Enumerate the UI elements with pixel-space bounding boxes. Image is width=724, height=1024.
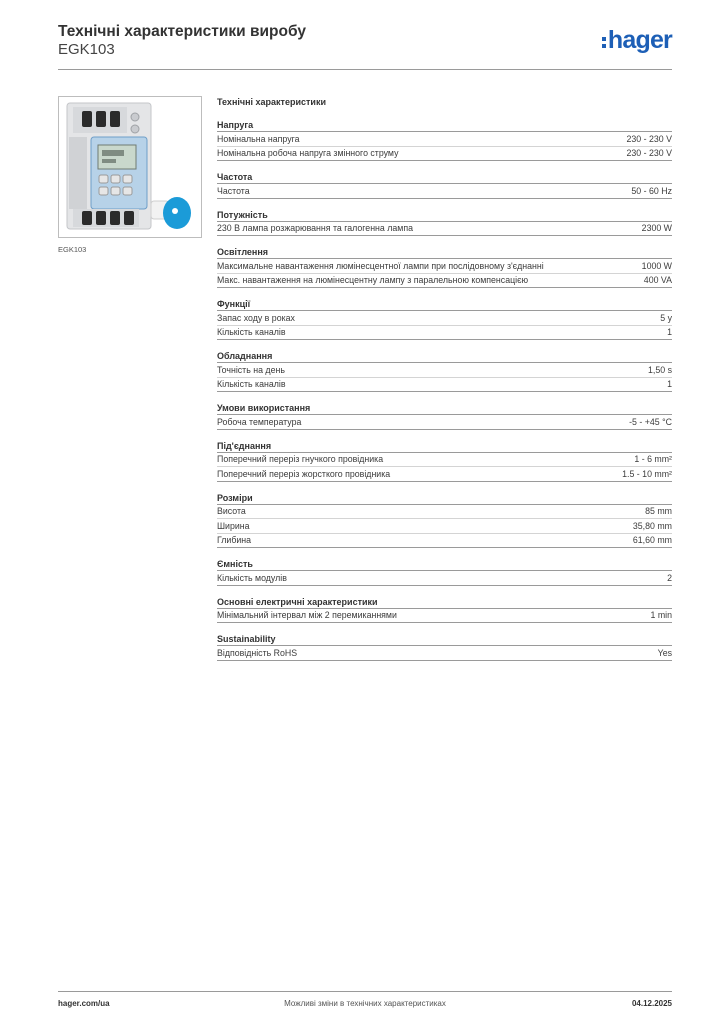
spec-value: 85 mm bbox=[645, 506, 672, 517]
spec-label: 230 В лампа розжарювання та галогенна лампа bbox=[217, 223, 413, 234]
spec-row bbox=[217, 453, 672, 468]
document-header bbox=[58, 20, 672, 70]
spec-row bbox=[217, 534, 672, 549]
spec-group bbox=[217, 246, 672, 288]
spec-row bbox=[217, 132, 672, 147]
spec-group-title: Sustainability bbox=[217, 633, 672, 646]
footer-date: 04.12.2025 bbox=[631, 999, 672, 1008]
spec-label: Номінальна напруга bbox=[217, 133, 300, 144]
spec-value: 400 VA bbox=[643, 275, 672, 286]
product-code-subtitle: EGK103 bbox=[58, 41, 115, 58]
product-image-frame bbox=[58, 96, 202, 238]
spec-row bbox=[217, 415, 672, 430]
spec-value: 1 - 6 mm² bbox=[634, 454, 672, 465]
timer-switch-device-image bbox=[59, 97, 201, 237]
spec-label: Запас ходу в роках bbox=[217, 312, 295, 323]
spec-group bbox=[217, 209, 672, 237]
spec-group bbox=[217, 298, 672, 340]
spec-group-title: Ємність bbox=[217, 558, 672, 571]
footer-disclaimer: Можливі зміни в технічних характеристиках bbox=[284, 999, 446, 1008]
specifications-heading: Технічні характеристики bbox=[217, 97, 326, 107]
spec-value: 2300 W bbox=[641, 223, 672, 234]
spec-value: 2 bbox=[667, 572, 672, 583]
spec-group bbox=[217, 402, 672, 430]
spec-label: Кількість каналів bbox=[217, 379, 286, 390]
spec-group-title: Освітлення bbox=[217, 246, 672, 259]
spec-label: Мінімальний інтервал між 2 перемиканнями bbox=[217, 610, 397, 621]
spec-group-title: Під'єднання bbox=[217, 440, 672, 453]
spec-row bbox=[217, 147, 672, 162]
footer-website-link[interactable]: hager.com/ua bbox=[58, 999, 110, 1008]
spec-label: Точність на день bbox=[217, 364, 285, 375]
spec-value: 1.5 - 10 mm² bbox=[622, 468, 672, 479]
spec-row bbox=[217, 505, 672, 520]
spec-value: 1,50 s bbox=[648, 364, 672, 375]
spec-row bbox=[217, 259, 672, 274]
spec-group-title: Потужність bbox=[217, 209, 672, 222]
spec-group-title: Функції bbox=[217, 298, 672, 311]
spec-label: Ширина bbox=[217, 520, 250, 531]
spec-row bbox=[217, 378, 672, 393]
spec-label: Поперечний переріз жорсткого провідника bbox=[217, 468, 391, 479]
spec-value: 61,60 mm bbox=[632, 535, 672, 546]
spec-value: 230 - 230 V bbox=[626, 148, 672, 159]
product-image-caption: EGK103 bbox=[58, 245, 87, 254]
spec-group-title: Основні електричні характеристики bbox=[217, 596, 672, 609]
spec-label: Робоча температура bbox=[217, 416, 302, 427]
spec-row bbox=[217, 519, 672, 534]
spec-value: 1000 W bbox=[641, 260, 672, 271]
spec-value: 1 bbox=[667, 379, 672, 390]
spec-row bbox=[217, 311, 672, 326]
spec-row bbox=[217, 363, 672, 378]
spec-value: 1 bbox=[667, 327, 672, 338]
logo-dots-icon bbox=[602, 37, 606, 48]
spec-row bbox=[217, 646, 672, 661]
spec-label: Частота bbox=[217, 185, 250, 196]
spec-label: Максимальне навантаження люмінесцентної лампи при послідовному з'єднанні bbox=[217, 260, 544, 271]
spec-group bbox=[217, 558, 672, 586]
spec-row bbox=[217, 274, 672, 289]
spec-label: Кількість каналів bbox=[217, 327, 286, 338]
hager-logo bbox=[602, 28, 672, 53]
spec-group-title: Напруга bbox=[217, 119, 672, 132]
spec-group bbox=[217, 350, 672, 392]
spec-group-title: Умови використання bbox=[217, 402, 672, 415]
spec-label: Кількість модулів bbox=[217, 572, 287, 583]
spec-label: Глибина bbox=[217, 535, 252, 546]
spec-label: Поперечний переріз гнучкого провідника bbox=[217, 454, 384, 465]
spec-group bbox=[217, 440, 672, 482]
spec-value: Yes bbox=[657, 647, 672, 658]
spec-value: 35,80 mm bbox=[632, 520, 672, 531]
spec-value: 230 - 230 V bbox=[626, 133, 672, 144]
spec-value: -5 - +45 °C bbox=[629, 416, 672, 427]
spec-row bbox=[217, 326, 672, 341]
spec-value: 50 - 60 Hz bbox=[631, 185, 672, 196]
spec-group bbox=[217, 171, 672, 199]
spec-row bbox=[217, 571, 672, 586]
spec-row bbox=[217, 467, 672, 482]
spec-label: Відповідність RoHS bbox=[217, 647, 298, 658]
logo-text: hager bbox=[607, 26, 672, 54]
specifications-section bbox=[217, 96, 672, 671]
spec-label: Номінальна робоча напруга змінного струму bbox=[217, 148, 399, 159]
spec-row bbox=[217, 184, 672, 199]
document-footer bbox=[58, 991, 672, 1011]
spec-value: 1 min bbox=[650, 610, 672, 621]
spec-value: 5 y bbox=[660, 312, 672, 323]
spec-group-title: Розміри bbox=[217, 492, 672, 505]
spec-row bbox=[217, 222, 672, 237]
spec-group bbox=[217, 492, 672, 549]
spec-group bbox=[217, 633, 672, 661]
spec-label: Висота bbox=[217, 506, 246, 517]
spec-group bbox=[217, 119, 672, 161]
page-title: Технічні характеристики виробу bbox=[58, 23, 306, 40]
spec-group-title: Частота bbox=[217, 171, 672, 184]
spec-label: Макс. навантаження на люмінесцентну лампу з паралельною компенсацією bbox=[217, 275, 529, 286]
spec-group-title: Обладнання bbox=[217, 350, 672, 363]
spec-row bbox=[217, 609, 672, 624]
spec-group bbox=[217, 596, 672, 624]
